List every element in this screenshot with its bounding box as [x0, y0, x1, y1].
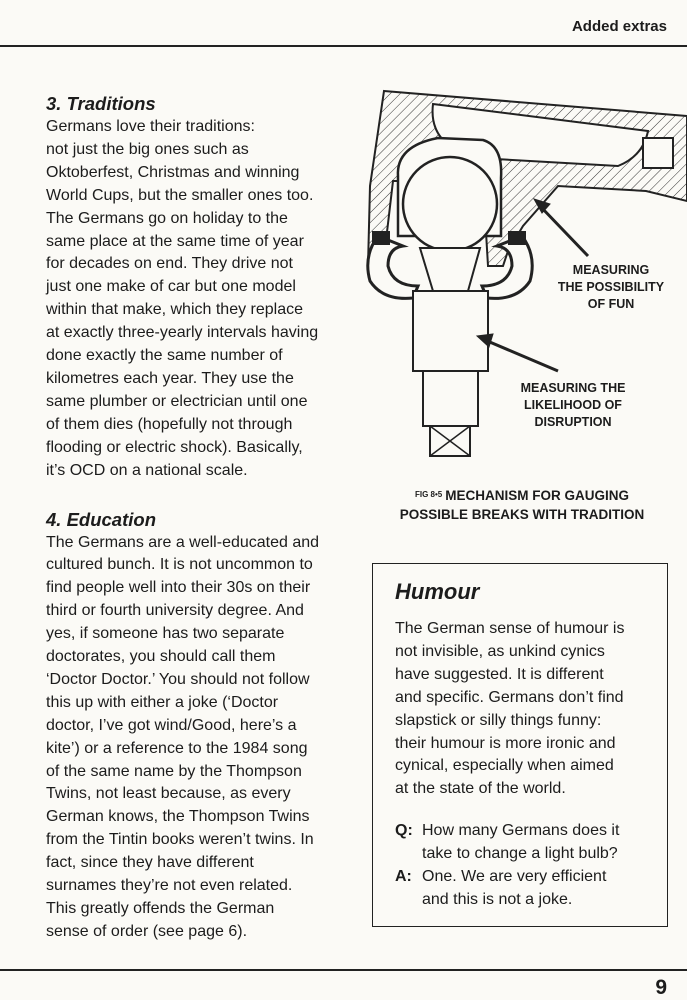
section-heading: 4. Education	[46, 508, 156, 530]
body-line: kite’) or a reference to the 1984 song	[46, 739, 308, 757]
question-line: How many Germans does it	[422, 822, 620, 839]
body-line: third or fourth university degree. And	[46, 602, 304, 620]
body-line: World Cups, but the smaller ones too.	[46, 186, 314, 204]
label-line: MEASURING THE	[520, 381, 626, 395]
body-line: surnames they’re not even related.	[46, 877, 293, 895]
label-line: MEASURING	[572, 263, 650, 277]
body-line: have suggested. It is different	[395, 665, 604, 683]
top-rule	[0, 45, 687, 47]
running-header: Added extras	[571, 18, 667, 35]
body-line: of them dies (hopefully not through	[46, 415, 293, 433]
body-line: find people well into their 30s on their	[46, 579, 311, 597]
caption-line: MECHANISM FOR GAUGING	[445, 488, 629, 503]
page-number: 9	[655, 976, 667, 999]
body-line: fact, since they have different	[46, 854, 254, 872]
label-line: DISRUPTION	[534, 415, 612, 429]
bottom-rule	[0, 969, 687, 971]
body-line: not just the big ones such as	[46, 140, 249, 158]
body-line: doctorates, you should call them	[46, 648, 276, 666]
stud-shaft	[413, 291, 488, 371]
body-line: doctor, I’ve got wind/Good, here’s a	[46, 716, 297, 734]
question-tag: Q:	[395, 822, 413, 839]
label-measuring-disruption	[508, 380, 638, 431]
body-line: yes, if someone has two separate	[46, 625, 285, 643]
figure-caption	[372, 485, 672, 524]
body-line: The German sense of humour is	[395, 620, 625, 637]
body-line: German knows, the Thompson Twins	[46, 808, 310, 826]
question-line: take to change a light bulb?	[422, 844, 618, 862]
ball-stud	[403, 157, 497, 251]
body-line: their humour is more ironic and	[395, 734, 616, 752]
body-line: from the Tintin books weren’t twins. In	[46, 831, 314, 849]
body-line: this up with either a joke (‘Doctor	[46, 693, 279, 711]
body-line: same place at the same time of year	[46, 232, 304, 250]
humour-sidebar-box	[372, 563, 668, 927]
body-line: Germans love their traditions:	[46, 118, 255, 135]
joke-qa	[395, 820, 655, 912]
label-measuring-fun	[536, 262, 686, 313]
body-line: at the state of the world.	[395, 780, 566, 798]
arrow-disruption	[477, 334, 558, 371]
body-line: of the same name by the Thompson	[46, 762, 302, 780]
body-line: it’s OCD on a national scale.	[46, 461, 248, 479]
section-body	[46, 532, 346, 944]
body-line: ‘Doctor Doctor.’ You should not follow	[46, 670, 310, 688]
label-line: OF FUN	[587, 297, 635, 311]
label-line: LIKELIHOOD OF	[524, 398, 622, 412]
body-line: This greatly offends the German	[46, 900, 275, 917]
mechanism-figure	[358, 86, 687, 466]
body-line: slapstick or silly things funny:	[395, 711, 602, 729]
left-column	[46, 92, 346, 944]
humour-body	[395, 618, 655, 801]
answer-row	[395, 866, 655, 912]
body-line: within that make, which they replace	[46, 301, 304, 319]
body-line: for decades on end. They drive not	[46, 255, 293, 273]
body-line: and specific. Germans don’t find	[395, 688, 624, 706]
body-line: cultured bunch. It is not uncommon to	[46, 556, 313, 574]
section-traditions	[46, 92, 346, 483]
section-education	[46, 508, 346, 944]
body-line: just one make of car but one model	[46, 278, 296, 296]
section-heading: 3. Traditions	[46, 93, 156, 114]
label-line: THE POSSIBILITY	[557, 280, 665, 294]
body-line: kilometres each year. They use the	[46, 369, 294, 387]
answer-tag: A:	[395, 867, 412, 885]
rubber-boot	[368, 236, 418, 298]
body-line: Oktoberfest, Christmas and winning	[46, 163, 300, 181]
figure-number: FIG 8•5	[414, 490, 443, 499]
section-body	[46, 116, 346, 483]
body-line: at exactly three-yearly intervals having	[46, 324, 319, 342]
body-line: The Germans are a well-educated and	[46, 533, 320, 551]
arrow-fun	[534, 199, 588, 256]
body-line: same plumber or electrician until one	[46, 392, 308, 410]
caption-line: POSSIBLE BREAKS WITH TRADITION	[399, 507, 645, 522]
question-row	[395, 820, 655, 866]
body-line: flooding or electric shock). Basically,	[46, 438, 303, 456]
body-line: sense of order (see page 6).	[46, 922, 248, 940]
body-line: done exactly the same number of	[46, 347, 283, 365]
body-line: Twins, not least because, as every	[46, 785, 291, 803]
body-line: not invisible, as unkind cynics	[395, 642, 605, 660]
body-line: The Germans go on holiday to the	[46, 209, 288, 227]
body-line: cynical, especially when aimed	[395, 757, 614, 775]
answer-line: One. We are very efficient	[422, 867, 607, 885]
humour-title: Humour	[395, 579, 480, 604]
answer-line: and this is not a joke.	[422, 890, 573, 908]
